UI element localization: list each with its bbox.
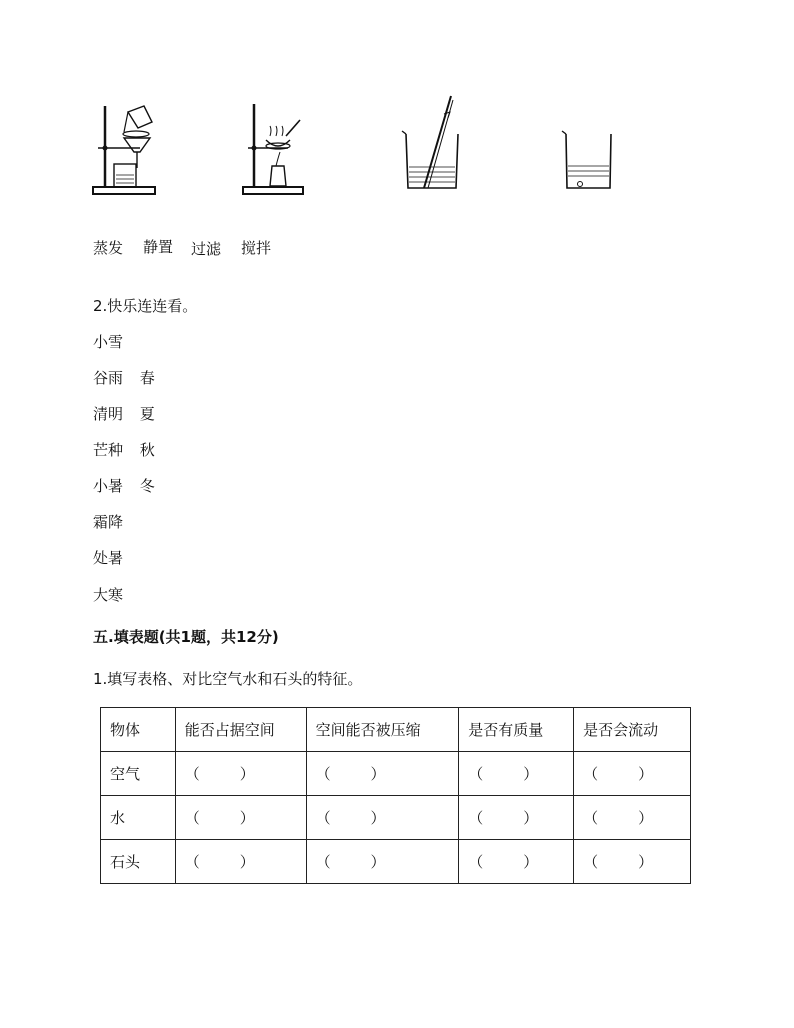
term-left: 小雪: [93, 333, 124, 351]
answer-blank[interactable]: （ ）: [175, 796, 306, 840]
answer-blank[interactable]: （ ）: [306, 840, 459, 884]
match-row: [93, 584, 123, 605]
term-left: 谷雨: [93, 369, 124, 387]
answer-blank[interactable]: （ ）: [574, 796, 691, 840]
question-2-title: 2.快乐连连看。: [93, 297, 198, 315]
match-row: [93, 403, 155, 424]
header-cell: 是否会流动: [574, 708, 691, 752]
section-5-heading: 五.填表题(共1题，共12分): [93, 628, 279, 646]
answer-blank[interactable]: （ ）: [574, 840, 691, 884]
match-row: [93, 547, 123, 568]
term-left: 处暑: [93, 549, 124, 567]
table-row: [101, 752, 691, 796]
match-row: [93, 439, 155, 460]
match-row: [93, 331, 123, 352]
season-right: 夏: [139, 405, 155, 423]
header-cell: 是否有质量: [459, 708, 574, 752]
answer-blank[interactable]: （ ）: [459, 840, 574, 884]
row-label: 空气: [101, 752, 176, 796]
section-5-question-1: 1.填写表格、对比空气水和石头的特征。: [93, 670, 363, 688]
label-settling: 静置: [143, 238, 174, 256]
answer-blank[interactable]: （ ）: [459, 796, 574, 840]
match-row: [93, 367, 155, 388]
season-right: 春: [139, 369, 155, 387]
answer-blank[interactable]: （ ）: [175, 752, 306, 796]
label-stirring: 搅拌: [241, 239, 272, 257]
season-right: 冬: [139, 477, 155, 495]
term-left: 小暑: [93, 477, 124, 495]
features-table: [100, 707, 691, 884]
season-right: 秋: [139, 441, 155, 459]
table-header-row: [101, 708, 691, 752]
evaporation-apparatus-figure: [238, 100, 313, 202]
settling-beaker-figure: [558, 128, 618, 198]
filtration-apparatus-figure: [88, 100, 163, 202]
label-filtration: 过滤: [191, 240, 222, 258]
match-row: [93, 475, 155, 496]
header-cell: 能否占据空间: [175, 708, 306, 752]
answer-blank[interactable]: （ ）: [306, 796, 459, 840]
label-evaporation: 蒸发: [93, 239, 124, 257]
row-label: 水: [101, 796, 176, 840]
term-left: 芒种: [93, 441, 124, 459]
term-left: 清明: [93, 405, 124, 423]
match-row: [93, 511, 123, 532]
answer-blank[interactable]: （ ）: [306, 752, 459, 796]
stirring-beaker-figure: [398, 92, 468, 198]
answer-blank[interactable]: （ ）: [459, 752, 574, 796]
term-left: 大寒: [93, 586, 124, 604]
term-left: 霜降: [93, 513, 124, 531]
header-cell: 物体: [101, 708, 176, 752]
answer-blank[interactable]: （ ）: [574, 752, 691, 796]
header-cell: 空间能否被压缩: [306, 708, 459, 752]
answer-blank[interactable]: （ ）: [175, 840, 306, 884]
row-label: 石头: [101, 840, 176, 884]
table-row: [101, 840, 691, 884]
table-row: [101, 796, 691, 840]
